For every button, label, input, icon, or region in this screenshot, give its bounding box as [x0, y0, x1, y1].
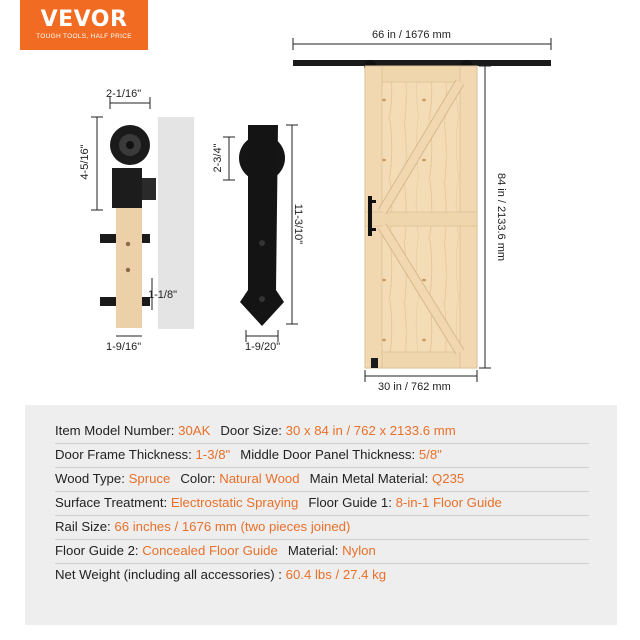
strap-width-label: 1-9/16": [106, 341, 142, 353]
spec-label: Net Weight (including all accessories) :: [55, 567, 286, 582]
spec-label: Floor Guide 1:: [308, 495, 396, 510]
spec-value: 8-in-1 Floor Guide: [395, 495, 502, 510]
wheel-height-label: 2-3/4": [212, 143, 224, 173]
spec-value: Nylon: [342, 543, 376, 558]
brand-tagline: TOUGH TOOLS, HALF PRICE: [36, 33, 132, 40]
spec-label: Door Frame Thickness:: [55, 447, 196, 462]
hanger-side-view: [91, 97, 194, 336]
spec-value: 30AK: [178, 423, 211, 438]
spec-value: Concealed Floor Guide: [142, 543, 278, 558]
hanger-width-label: 2-1/16": [106, 88, 142, 100]
spec-label: Wood Type:: [55, 471, 129, 486]
spec-value: Electrostatic Spraying: [170, 495, 299, 510]
spec-row: [55, 491, 589, 516]
spec-label: Main Metal Material:: [309, 471, 432, 486]
spec-row: [55, 539, 589, 564]
spec-label: Middle Door Panel Thickness:: [240, 447, 419, 462]
spec-value: 5/8": [418, 447, 442, 462]
spec-label: Floor Guide 2:: [55, 543, 143, 558]
door-width-label: 30 in / 762 mm: [378, 381, 451, 393]
spec-value: 66 inches / 1676 mm (two pieces joined): [114, 519, 351, 534]
spec-value: 60.4 lbs / 27.4 kg: [285, 567, 387, 582]
spec-row: [55, 419, 589, 444]
spec-label: Item Model Number:: [55, 423, 179, 438]
hanger-tip-width-label: 1-9/20": [245, 341, 281, 353]
spec-row: [55, 443, 589, 468]
spec-value: Natural Wood: [219, 471, 300, 486]
rail-length-label: 66 in / 1676 mm: [372, 29, 451, 41]
hanger-height-label: 4-5/16": [79, 144, 91, 180]
spec-label: Material:: [287, 543, 343, 558]
spec-label: Rail Size:: [55, 519, 115, 534]
spec-value: 1-3/8": [195, 447, 231, 462]
spec-row: [55, 563, 589, 587]
spec-value: 30 x 84 in / 762 x 2133.6 mm: [285, 423, 456, 438]
spec-row: [55, 467, 589, 492]
barn-door-view: [293, 38, 551, 382]
brand-name: VEVOR: [40, 7, 128, 32]
spec-value: Q235: [431, 471, 465, 486]
spec-label: Door Size:: [220, 423, 286, 438]
hanger-length-label: 11-3/10": [292, 203, 304, 245]
door-height-label: 84 in / 2133.6 mm: [495, 172, 507, 262]
spec-label: Color:: [180, 471, 220, 486]
spec-row: [55, 515, 589, 540]
spec-table: [25, 405, 617, 625]
hanger-front-view: [223, 125, 298, 342]
spec-label: Surface Treatment:: [55, 495, 171, 510]
spec-value: Spruce: [128, 471, 171, 486]
strap-offset-label: 1-1/8": [148, 289, 177, 301]
